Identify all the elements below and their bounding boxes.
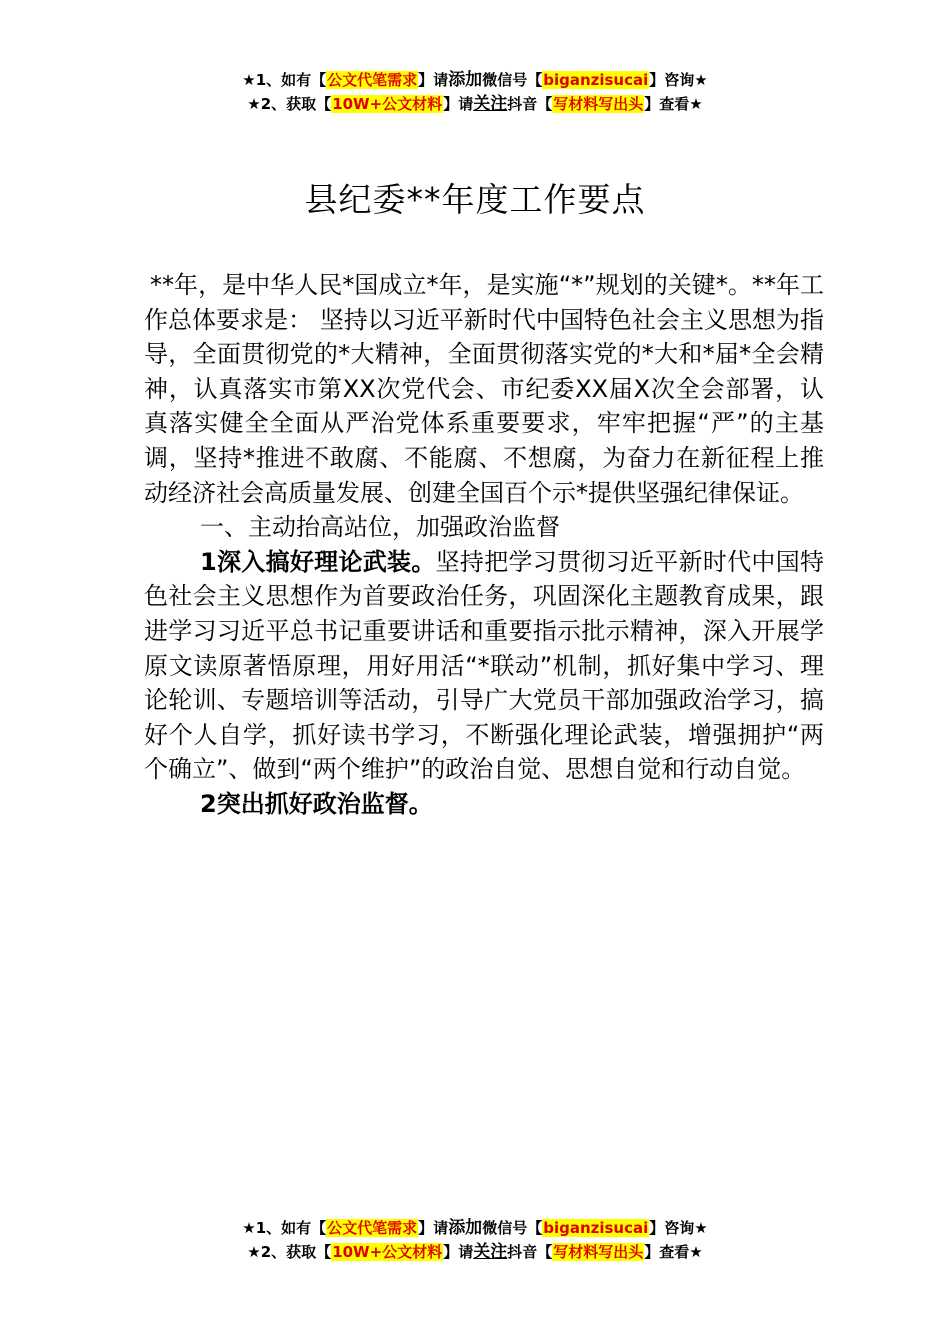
highlight-materials: 10W+公文材料 [332,1243,443,1261]
highlight-wechat-id: biganzisucai [543,71,649,89]
item-2-heading: 2突出抓好政治监督。 [200,789,433,818]
item-1-text: 坚持把学习贯彻习近平新时代中国特色社会主义思想作为首要政治任务，巩固深化主题教育成果，跟进学习习近平总书记重要讲话和重要指示批示精神，深入开展学原文读原著悟原理，用好用活“*联动”机制，抓好集中学习、理论轮训、专题培训等活动，引导广大党员干部加强政治学习，搞好个人自学，抓好读书学习，不断强化理论武装，增强拥护“两个确立”、做到“两个维护”的政治自觉、思想自觉和行动自觉。 [144,547,825,784]
highlight-douyin-id: 写材料写出头 [553,95,644,113]
highlight-wechat-id: biganzisucai [543,1219,649,1237]
notice-line-1: ★1、如有【公文代笔需求】请添加微信号【biganzisucai】咨询★ [242,70,708,90]
highlight-service: 公文代笔需求 [327,71,418,89]
highlight-douyin-id: 写材料写出头 [553,1243,644,1261]
footer-notice [0,1216,950,1264]
header-notice [0,68,950,116]
item-1-heading: 1深入搞好理论武装。 [200,547,436,576]
document-title: 县纪委**年度工作要点 [304,180,646,219]
document-body [144,268,824,822]
notice-line-1: ★1、如有【公文代笔需求】请添加微信号【biganzisucai】咨询★ [242,1218,708,1238]
highlight-service: 公文代笔需求 [327,1219,418,1237]
intro-paragraph: **年，是中华人民*国成立*年，是实施“*”规划的关键*。**年工作总体要求是： 坚持以习近平新时代中国特色社会主义思想为指导，全面贯彻党的*大精神，全面贯彻落实党的*大和*届*全会精神，认真落实市第XX次党代会、市纪委XX届X次全会部署，认真落实健全全面从严治党体系重要要求，牢牢把握“严”的主基调，坚持*推进不敢腐、不能腐、不想腐，为奋力在新征程上推动经济社会高质量发展、创建全国百个示*提供坚强纪律保证。 [144,271,824,507]
section-heading-1: 一、主动抬高站位，加强政治监督 [200,513,560,542]
highlight-materials: 10W+公文材料 [332,95,443,113]
notice-line-2: ★2、获取【10W+公文材料】请关注抖音【写材料写出头】查看★ [247,1242,703,1262]
item-1-paragraph [144,545,824,787]
notice-line-2: ★2、获取【10W+公文材料】请关注抖音【写材料写出头】查看★ [247,94,703,114]
